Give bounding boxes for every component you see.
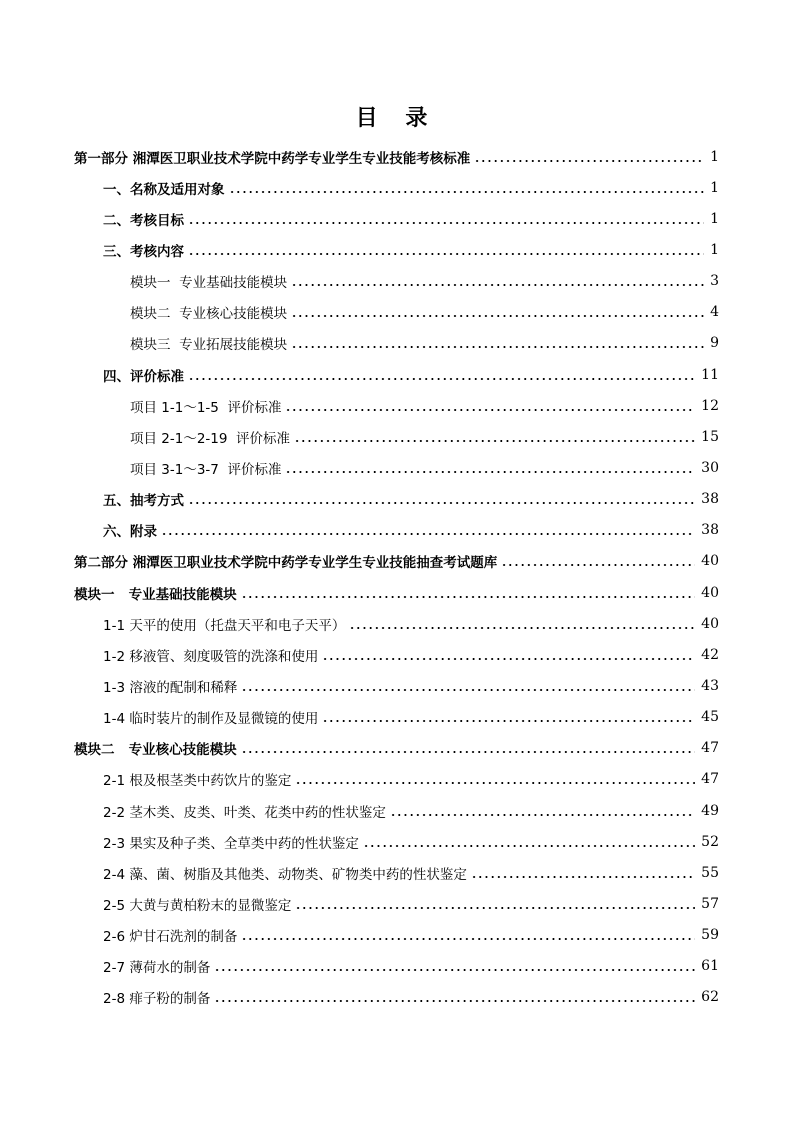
toc-entry-page-number: 30 xyxy=(701,459,719,476)
toc-entry[interactable] xyxy=(0,733,793,764)
dot-leader xyxy=(188,253,704,255)
toc-entry-page-number: 15 xyxy=(701,428,719,445)
dot-leader xyxy=(294,440,695,442)
dot-leader xyxy=(241,751,696,753)
toc-entry[interactable] xyxy=(0,857,793,888)
page-title: 目 录 xyxy=(355,106,438,131)
toc-entry-label: 第一部分 湘潭医卫职业技术学院中药学专业学生专业技能考核标准 xyxy=(74,150,471,167)
toc-entry-label: 第二部分 湘潭医卫职业技术学院中药学专业学生专业技能抽查考试题库 xyxy=(74,555,498,572)
toc-entry-label: 三、考核内容 xyxy=(103,243,184,260)
toc-entry[interactable] xyxy=(0,764,793,795)
toc-entry[interactable] xyxy=(0,888,793,919)
toc-entry-page-number: 1 xyxy=(710,241,719,258)
toc-entry[interactable] xyxy=(0,826,793,857)
dot-leader xyxy=(291,346,704,348)
toc-entry-page-number: 55 xyxy=(701,864,719,881)
toc-entry[interactable] xyxy=(0,702,793,733)
dot-leader xyxy=(363,845,695,847)
toc-entry-page-number: 38 xyxy=(701,522,719,539)
toc-entry-page-number: 45 xyxy=(701,709,719,726)
toc-entry-label: 模块一 专业基础技能模块 xyxy=(74,586,237,603)
dot-leader xyxy=(188,378,695,380)
toc-entry[interactable] xyxy=(0,546,793,577)
toc-entry-page-number: 1 xyxy=(710,210,719,227)
toc-entry-label: 1-2 移液管、刻度吸管的洗涤和使用 xyxy=(103,648,319,665)
toc-entry-label: 2-6 炉甘石洗剂的制备 xyxy=(103,929,238,946)
toc-entry-label: 2-4 藻、菌、树脂及其他类、动物类、矿物类中药的性状鉴定 xyxy=(103,866,467,883)
toc-entry-label: 一、名称及适用对象 xyxy=(103,181,225,198)
toc-entry[interactable] xyxy=(0,234,793,265)
toc-entry-page-number: 47 xyxy=(701,740,719,757)
toc-entry-page-number: 42 xyxy=(701,646,719,663)
toc-entry-label: 2-2 茎木类、皮类、叶类、花类中药的性状鉴定 xyxy=(103,804,386,821)
toc-entry[interactable] xyxy=(0,484,793,515)
toc-entry-page-number: 62 xyxy=(701,989,719,1006)
toc-entry-label: 1-3 溶液的配制和稀释 xyxy=(103,679,238,696)
dot-leader xyxy=(295,782,695,784)
toc-entry-label: 1-4 临时装片的制作及显微镜的使用 xyxy=(103,711,319,728)
toc-entry-page-number: 3 xyxy=(710,273,719,290)
toc-entry-label: 2-5 大黄与黄柏粉末的显微鉴定 xyxy=(103,897,292,914)
toc-entry[interactable] xyxy=(0,297,793,328)
toc-entry-label: 2-7 薄荷水的制备 xyxy=(103,960,211,977)
toc-entry-label: 1-1 天平的使用（托盘天平和电子天平） xyxy=(103,617,346,634)
toc-entry-label: 模块二 专业核心技能模块 xyxy=(74,742,237,759)
toc-entry[interactable] xyxy=(0,452,793,483)
toc-entry-page-number: 1 xyxy=(710,179,719,196)
toc-entry[interactable] xyxy=(0,639,793,670)
toc-entry-label: 五、抽考方式 xyxy=(103,493,184,510)
dot-leader xyxy=(322,720,695,722)
toc-entry[interactable] xyxy=(0,982,793,1013)
toc-entry[interactable] xyxy=(0,141,793,172)
dot-leader xyxy=(214,1000,695,1002)
toc-entry[interactable] xyxy=(0,608,793,639)
toc-entry[interactable] xyxy=(0,203,793,234)
toc-entry-label: 项目 2-1～2-19 评价标准 xyxy=(130,430,291,447)
toc-entry[interactable] xyxy=(0,266,793,297)
toc-entry-label: 四、评价标准 xyxy=(103,368,184,385)
toc-entry-label: 2-8 痱子粉的制备 xyxy=(103,991,211,1008)
toc-entry-page-number: 9 xyxy=(710,335,719,352)
toc-entry-label: 2-3 果实及种子类、全草类中药的性状鉴定 xyxy=(103,835,359,852)
toc-entry[interactable] xyxy=(0,515,793,546)
toc-entry-page-number: 12 xyxy=(701,397,719,414)
toc-entry-page-number: 61 xyxy=(701,958,719,975)
dot-leader xyxy=(291,315,704,317)
toc-entry-page-number: 38 xyxy=(701,491,719,508)
toc-entry-label: 模块一 专业基础技能模块 xyxy=(130,275,288,292)
dot-leader xyxy=(241,596,696,598)
toc-entry-page-number: 4 xyxy=(710,304,719,321)
toc-entry[interactable] xyxy=(0,577,793,608)
dot-leader xyxy=(474,160,704,162)
dot-leader xyxy=(285,471,695,473)
toc-entry-label: 2-1 根及根茎类中药饮片的鉴定 xyxy=(103,773,292,790)
dot-leader xyxy=(390,814,695,816)
toc-entry-page-number: 57 xyxy=(701,895,719,912)
dot-leader xyxy=(188,222,704,224)
toc-entry-page-number: 1 xyxy=(710,148,719,165)
toc-entry-label: 二、考核目标 xyxy=(103,212,184,229)
dot-leader xyxy=(214,969,695,971)
dot-leader xyxy=(161,533,695,535)
toc-entry[interactable] xyxy=(0,670,793,701)
dot-leader xyxy=(285,409,695,411)
toc-entry-label: 项目 3-1～3-7 评价标准 xyxy=(130,461,282,478)
dot-leader xyxy=(322,658,695,660)
dot-leader xyxy=(471,876,695,878)
toc-entry[interactable] xyxy=(0,920,793,951)
toc-entry-label: 模块三 专业拓展技能模块 xyxy=(130,337,288,354)
toc-entry-label: 项目 1-1～1-5 评价标准 xyxy=(130,399,282,416)
toc-entry-label: 六、附录 xyxy=(103,524,157,541)
toc-entry[interactable] xyxy=(0,951,793,982)
dot-leader xyxy=(241,938,695,940)
dot-leader xyxy=(241,689,695,691)
toc-entry[interactable] xyxy=(0,172,793,203)
toc-entry-page-number: 49 xyxy=(701,802,719,819)
toc-entry[interactable] xyxy=(0,328,793,359)
toc-entry[interactable] xyxy=(0,795,793,826)
toc-entry[interactable] xyxy=(0,390,793,421)
toc-entry-label: 模块二 专业核心技能模块 xyxy=(130,306,288,323)
toc-entry-page-number: 11 xyxy=(701,366,719,383)
toc-entry-page-number: 43 xyxy=(701,677,719,694)
toc-entry[interactable] xyxy=(0,359,793,390)
toc-entry-page-number: 47 xyxy=(701,771,719,788)
toc-entry-page-number: 40 xyxy=(701,584,719,601)
dot-leader xyxy=(295,907,695,909)
toc-entry-page-number: 52 xyxy=(701,833,719,850)
dot-leader xyxy=(291,284,704,286)
dot-leader xyxy=(188,502,695,504)
dot-leader xyxy=(501,564,695,566)
toc-entry-page-number: 40 xyxy=(701,553,719,570)
dot-leader xyxy=(349,627,695,629)
toc-entry-page-number: 40 xyxy=(701,615,719,632)
dot-leader xyxy=(229,191,705,193)
table-of-contents xyxy=(0,141,793,1013)
toc-entry-page-number: 59 xyxy=(701,927,719,944)
toc-entry[interactable] xyxy=(0,421,793,452)
